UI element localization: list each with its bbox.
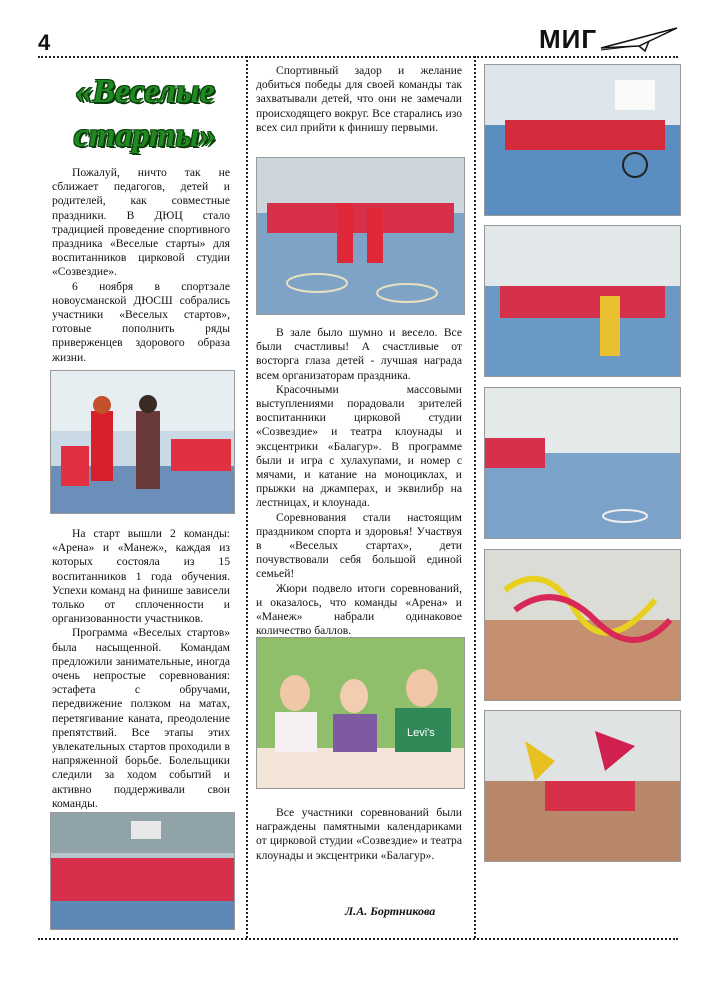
- paragraph: На старт вышли 2 команды: «Арена» и «Манеж», каждая из которых состояла из 15 воспитанников 1 года обучения. Успехи команд на финише зависели только от сплоченности и организованности участников.: [52, 527, 230, 626]
- paragraph: Пожалуй, ничто так не сближает педагогов, детей и родителей, как совместные праздники. В ДЮЦ стало традицией проведение спортивного праздника «Веселые старты» для воспитанников цирковой студии «Созвездие».: [52, 166, 230, 279]
- paragraph: 6 ноября в спортзале новоусманской ДЮСШ собрались участники «Веселых стартов», готовые пополнить ряды приверженцев здорового образа жизни.: [52, 279, 230, 364]
- shirt-label: Levi's: [407, 727, 435, 739]
- paper-plane-icon: [599, 26, 679, 52]
- paragraph: Все участники соревнований были награждены памятными календариками от цирковой студии «Созвездие» и театра клоунады и эксцентрики «Балагур».: [256, 806, 462, 862]
- paragraph: В зале было шумно и весело. Все были счастливы! А счастливые от восторга глаза детей - лучшая награда всем организаторам праздника.: [256, 326, 462, 382]
- paragraph: Программа «Веселых стартов» была насыщенной. Командам предложили занимательные, иногда очень непростые соревнования: эстафета с обручами, передвижение ползком на матах, перетягивание каната, преодоление препятствий. Все этапы этих увлекательных стартов проходили в напряженной борьбе. Болельщики следили за ходом событий и активно поддерживали свои команды.: [52, 626, 230, 810]
- column-2-bottom: [256, 806, 462, 863]
- column-2-middle: [256, 326, 462, 638]
- page-number: 4: [38, 30, 51, 55]
- photo-unicycles: [484, 64, 681, 216]
- paragraph: Соревнования стали настоящим праздником спорта и здоровья! Участвуя в «Веселых стартах», дети почувствовали себя большой единой семьей!: [256, 510, 462, 581]
- photo-ribbon-performance: [484, 549, 681, 701]
- photo-opening-speech: [50, 370, 235, 514]
- photo-jury: [256, 637, 465, 789]
- column-1-bottom: [52, 527, 230, 811]
- paragraph: Красочными массовыми выступлениями порадовали зрителей воспитанники цирковой студии «Созвездие» и театра клоунады и эксцентрики «Балагур». В программе были и игра с хулахупами, и номер с мячами, и катание на моноциклах, и прыжки на джамперах, и эквилибр на лестницах, и клоунада.: [256, 382, 462, 510]
- paragraph: Жюри подвело итоги соревнований, и оказалось, что команды «Арена» и «Манеж» набрали одинаковое количество баллов.: [256, 581, 462, 638]
- article-title: «Веселые старты»: [73, 73, 217, 154]
- column-2-top: [256, 64, 462, 135]
- photo-juggling: [484, 225, 681, 377]
- column-rule-2: [474, 56, 476, 938]
- photo-hoops-game: [484, 387, 681, 539]
- photo-hoop-relay: [256, 157, 465, 315]
- paragraph: Спортивный задор и желание добиться победы для своей команды так захватывали детей, что они не замечали происходящего вокруг. Все старались изо всех сил прийти к финишу первыми.: [256, 64, 462, 134]
- column-1-top: [52, 166, 230, 365]
- author-signature: Л.А. Бортникова: [345, 904, 436, 918]
- photo-audience: [50, 812, 235, 930]
- logo-text: МИГ: [539, 24, 598, 54]
- bottom-rule: [38, 938, 678, 940]
- top-rule: [38, 56, 678, 58]
- column-rule-1: [246, 56, 248, 938]
- newspaper-logo: [539, 24, 679, 56]
- photo-flag-dance: [484, 710, 681, 862]
